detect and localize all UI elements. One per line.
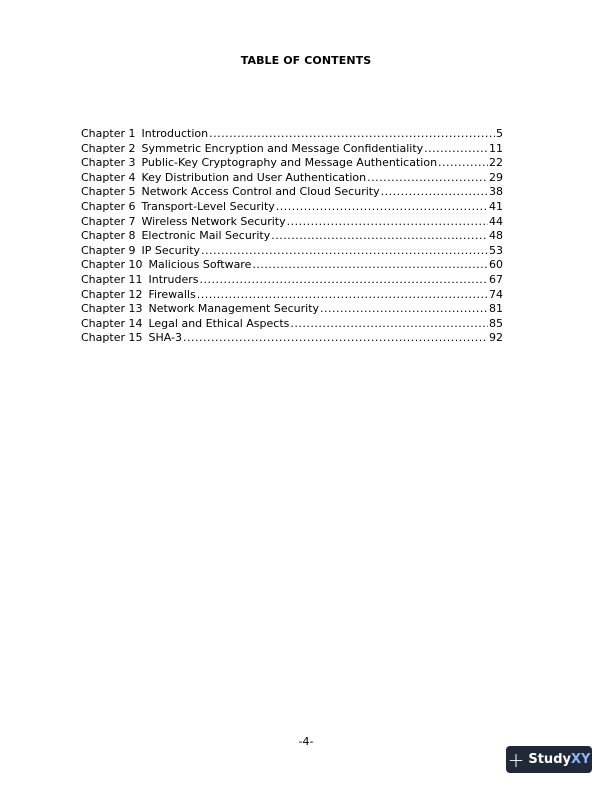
plus-icon: + xyxy=(507,747,525,772)
toc-page-number: 67 xyxy=(489,272,503,286)
toc-dot-leader xyxy=(201,244,488,259)
toc-entry[interactable] xyxy=(81,288,503,303)
toc-chapter-number: Chapter 10 xyxy=(81,258,143,272)
toc-dot-leader xyxy=(209,127,495,142)
toc-chapter-title: Transport-Level Security xyxy=(141,199,275,213)
toc-page-number: 85 xyxy=(489,316,503,330)
toc-entry[interactable] xyxy=(81,302,503,317)
toc-entry[interactable] xyxy=(81,244,503,259)
toc-entry[interactable] xyxy=(81,200,503,215)
toc-chapter-number: Chapter 2 xyxy=(81,141,136,155)
toc-page-number: 11 xyxy=(489,141,503,155)
toc-chapter-number: Chapter 13 xyxy=(81,302,143,316)
brand-name-primary: Study xyxy=(528,752,571,767)
toc-dot-leader xyxy=(424,142,488,157)
toc-chapter-number: Chapter 4 xyxy=(81,170,136,184)
toc-page-number: 48 xyxy=(489,229,503,243)
toc-entry[interactable] xyxy=(81,229,503,244)
toc-chapter-number: Chapter 14 xyxy=(81,316,143,330)
toc-chapter-title: Symmetric Encryption and Message Confidentiality xyxy=(141,141,424,155)
toc-page-number: 41 xyxy=(489,199,503,213)
toc-page-number: 5 xyxy=(496,127,503,140)
toc-chapter-title: Firewalls xyxy=(148,287,196,301)
toc-entry[interactable] xyxy=(81,215,503,230)
toc-page-number: 29 xyxy=(489,170,503,184)
toc-page-number: 44 xyxy=(489,214,503,228)
toc-page-number: 81 xyxy=(489,302,503,316)
toc-page-number: 60 xyxy=(489,258,503,272)
table-of-contents xyxy=(81,127,503,346)
toc-chapter-title: Key Distribution and User Authentication xyxy=(141,170,367,184)
toc-chapter-title: IP Security xyxy=(141,243,201,257)
toc-chapter-title: Electronic Mail Security xyxy=(141,229,271,243)
toc-chapter-number: Chapter 9 xyxy=(81,243,136,257)
toc-page-number: 92 xyxy=(489,331,503,345)
toc-chapter-title: SHA-3 xyxy=(148,331,182,345)
toc-entry[interactable] xyxy=(81,331,503,346)
toc-dot-leader xyxy=(200,273,488,288)
toc-chapter-title: Network Access Control and Cloud Security xyxy=(141,185,380,199)
brand-name-accent: XY xyxy=(570,752,591,767)
toc-dot-leader xyxy=(252,258,488,273)
toc-chapter-title: Network Management Security xyxy=(148,302,320,316)
toc-chapter-number: Chapter 8 xyxy=(81,229,136,243)
toc-chapter-number: Chapter 12 xyxy=(81,287,143,301)
toc-entry[interactable] xyxy=(81,156,503,171)
page-title: TABLE OF CONTENTS xyxy=(240,54,372,67)
toc-chapter-title: Wireless Network Security xyxy=(141,214,286,228)
toc-chapter-number: Chapter 3 xyxy=(81,156,136,170)
toc-dot-leader xyxy=(287,215,488,230)
studyxy-badge[interactable] xyxy=(506,746,592,773)
toc-chapter-number: Chapter 15 xyxy=(81,331,143,345)
toc-entry[interactable] xyxy=(81,273,503,288)
toc-chapter-number: Chapter 1 xyxy=(81,127,136,140)
toc-dot-leader xyxy=(320,302,488,317)
toc-dot-leader xyxy=(438,156,488,171)
toc-dot-leader xyxy=(290,317,488,332)
toc-chapter-title: Intruders xyxy=(148,272,199,286)
toc-chapter-title: Legal and Ethical Aspects xyxy=(148,316,290,330)
toc-entry[interactable] xyxy=(81,142,503,157)
toc-chapter-title: Introduction xyxy=(141,127,209,140)
toc-dot-leader xyxy=(197,288,488,303)
toc-dot-leader xyxy=(271,229,488,244)
toc-chapter-title: Malicious Software xyxy=(148,258,252,272)
toc-dot-leader xyxy=(183,331,488,346)
toc-entry[interactable] xyxy=(81,317,503,332)
toc-chapter-number: Chapter 11 xyxy=(81,272,143,286)
toc-chapter-title: Public-Key Cryptography and Message Authentication xyxy=(141,156,438,170)
toc-chapter-number: Chapter 6 xyxy=(81,199,136,213)
toc-page-number: 53 xyxy=(489,243,503,257)
brand-name xyxy=(528,752,590,767)
toc-chapter-number: Chapter 7 xyxy=(81,214,136,228)
toc-entry[interactable] xyxy=(81,127,503,142)
toc-dot-leader xyxy=(276,200,488,215)
toc-page-number: 22 xyxy=(489,156,503,170)
page-number: -4- xyxy=(298,735,314,748)
toc-dot-leader xyxy=(367,171,488,186)
toc-chapter-number: Chapter 5 xyxy=(81,185,136,199)
toc-dot-leader xyxy=(381,185,488,200)
toc-page-number: 74 xyxy=(489,287,503,301)
toc-entry[interactable] xyxy=(81,171,503,186)
toc-entry[interactable] xyxy=(81,258,503,273)
toc-entry[interactable] xyxy=(81,185,503,200)
toc-page-number: 38 xyxy=(489,185,503,199)
